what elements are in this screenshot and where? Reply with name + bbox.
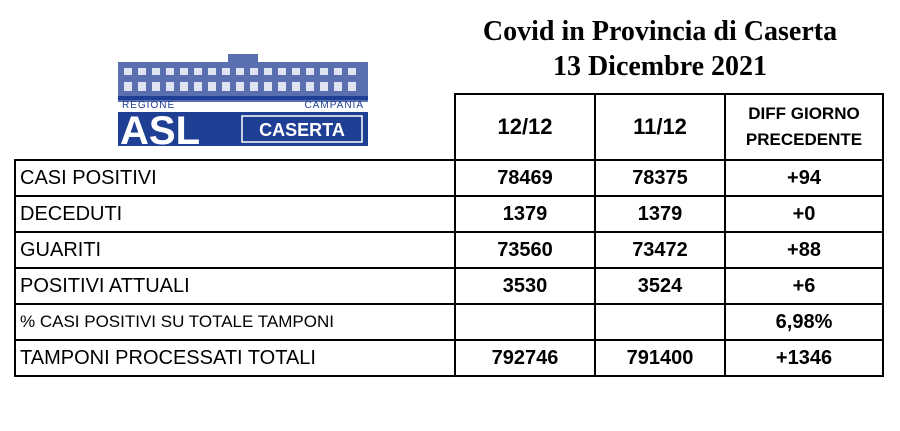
row-label: DECEDUTI — [15, 196, 455, 232]
header-diff: DIFF GIORNO PRECEDENTE — [725, 94, 883, 160]
table-row — [15, 304, 883, 340]
row-label: TAMPONI PROCESSATI TOTALI — [15, 340, 455, 376]
table-row — [15, 160, 883, 196]
row-value-1: 78469 — [455, 160, 595, 196]
row-value-1: 3530 — [455, 268, 595, 304]
table-row — [15, 196, 883, 232]
row-label: GUARITI — [15, 232, 455, 268]
header-date-1: 12/12 — [455, 94, 595, 160]
table-row — [15, 232, 883, 268]
row-value-1: 73560 — [455, 232, 595, 268]
row-value-1: 1379 — [455, 196, 595, 232]
row-label: CASI POSITIVI — [15, 160, 455, 196]
table-header-row — [15, 94, 883, 160]
row-label: POSITIVI ATTUALI — [15, 268, 455, 304]
svg-text:CAMPANIA: CAMPANIA — [304, 100, 364, 111]
row-value-2: 1379 — [595, 196, 725, 232]
row-diff: +6 — [725, 268, 883, 304]
title-line-1: Covid in Provincia di Caserta — [482, 16, 838, 47]
svg-text:REGIONE: REGIONE — [122, 100, 176, 111]
page-title — [440, 14, 880, 84]
table-row — [15, 340, 883, 376]
caserta-mark: CASERTA — [259, 120, 345, 140]
asl-mark: ASL — [120, 109, 200, 148]
row-diff: +1346 — [725, 340, 883, 376]
row-diff: +0 — [725, 196, 883, 232]
row-value-2: 3524 — [595, 268, 725, 304]
row-diff: +88 — [725, 232, 883, 268]
row-diff: 6,98% — [725, 304, 883, 340]
covid-stats-table — [14, 93, 884, 377]
row-value-2: 73472 — [595, 232, 725, 268]
row-value-2: 78375 — [595, 160, 725, 196]
table-row — [15, 268, 883, 304]
row-value-1 — [455, 304, 595, 340]
row-value-1: 792746 — [455, 340, 595, 376]
row-label: % CASI POSITIVI SU TOTALE TAMPONI — [15, 304, 455, 340]
row-diff: +94 — [725, 160, 883, 196]
header-date-2: 11/12 — [595, 94, 725, 160]
title-line-2: 13 Dicembre 2021 — [552, 51, 768, 82]
row-value-2: 791400 — [595, 340, 725, 376]
row-value-2 — [595, 304, 725, 340]
